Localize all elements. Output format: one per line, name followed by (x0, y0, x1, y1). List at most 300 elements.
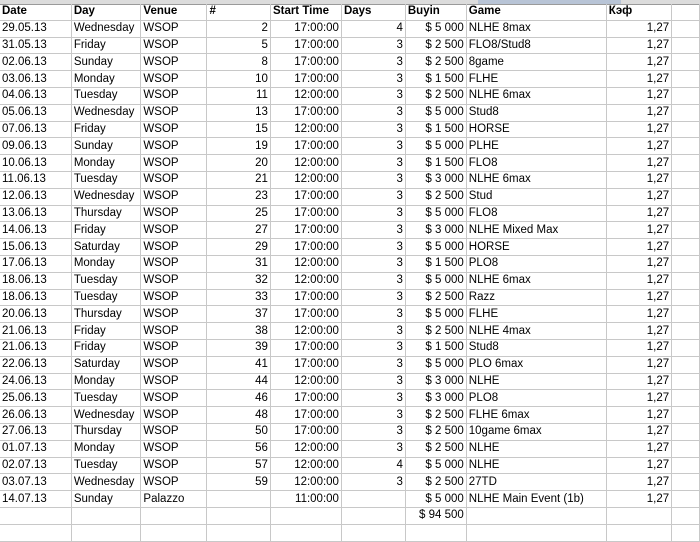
venue-cell[interactable]: WSOP (141, 255, 207, 272)
days-cell[interactable]: 3 (341, 289, 405, 306)
venue-cell[interactable]: Palazzo (141, 491, 207, 508)
buyin-cell[interactable]: $ 2 500 (405, 54, 466, 71)
date-cell[interactable]: 03.06.13 (0, 71, 71, 88)
days-cell[interactable]: 3 (341, 474, 405, 491)
empty-cell[interactable] (672, 171, 700, 188)
venue-cell[interactable]: WSOP (141, 138, 207, 155)
start-time-cell[interactable]: 17:00:00 (270, 71, 341, 88)
start-time-cell[interactable]: 17:00:00 (270, 423, 341, 440)
start-time-cell[interactable]: 17:00:00 (270, 339, 341, 356)
start-time-cell[interactable]: 12:00:00 (270, 440, 341, 457)
koef-cell[interactable]: 1,27 (606, 306, 671, 323)
venue-cell[interactable]: WSOP (141, 155, 207, 172)
number-cell[interactable]: 50 (207, 423, 271, 440)
empty-cell[interactable] (672, 339, 700, 356)
buyin-cell[interactable]: $ 5 000 (405, 356, 466, 373)
date-cell[interactable]: 29.05.13 (0, 20, 71, 37)
header-game[interactable]: Game (466, 4, 606, 20)
koef-cell[interactable]: 1,27 (606, 390, 671, 407)
empty-cell[interactable] (672, 188, 700, 205)
start-time-cell[interactable]: 11:00:00 (270, 491, 341, 508)
venue-cell[interactable]: WSOP (141, 272, 207, 289)
empty-cell[interactable] (672, 323, 700, 340)
empty-cell[interactable] (207, 524, 271, 541)
game-cell[interactable]: Stud8 (466, 104, 606, 121)
game-cell[interactable]: PLO 6max (466, 356, 606, 373)
day-cell[interactable]: Tuesday (71, 457, 141, 474)
days-cell[interactable] (341, 491, 405, 508)
empty-cell[interactable] (672, 491, 700, 508)
days-cell[interactable]: 4 (341, 457, 405, 474)
venue-cell[interactable]: WSOP (141, 373, 207, 390)
game-cell[interactable]: NLHE (466, 440, 606, 457)
date-cell[interactable]: 18.06.13 (0, 272, 71, 289)
buyin-cell[interactable]: $ 1 500 (405, 121, 466, 138)
game-cell[interactable]: FLO8 (466, 155, 606, 172)
empty-cell[interactable] (672, 222, 700, 239)
koef-cell[interactable]: 1,27 (606, 20, 671, 37)
empty-cell[interactable] (466, 524, 606, 541)
days-cell[interactable]: 3 (341, 373, 405, 390)
day-cell[interactable]: Sunday (71, 138, 141, 155)
koef-cell[interactable]: 1,27 (606, 188, 671, 205)
total-buyin-cell[interactable]: $ 94 500 (405, 507, 466, 524)
start-time-cell[interactable]: 17:00:00 (270, 37, 341, 54)
game-cell[interactable]: 10game 6max (466, 423, 606, 440)
start-time-cell[interactable]: 17:00:00 (270, 138, 341, 155)
buyin-cell[interactable]: $ 3 000 (405, 171, 466, 188)
number-cell[interactable]: 38 (207, 323, 271, 340)
game-cell[interactable]: FLHE (466, 306, 606, 323)
empty-cell[interactable] (466, 507, 606, 524)
day-cell[interactable]: Wednesday (71, 407, 141, 424)
koef-cell[interactable]: 1,27 (606, 272, 671, 289)
day-cell[interactable]: Monday (71, 71, 141, 88)
koef-cell[interactable]: 1,27 (606, 423, 671, 440)
date-cell[interactable]: 21.06.13 (0, 323, 71, 340)
empty-cell[interactable] (672, 373, 700, 390)
venue-cell[interactable]: WSOP (141, 423, 207, 440)
number-cell[interactable]: 2 (207, 20, 271, 37)
number-cell[interactable]: 32 (207, 272, 271, 289)
empty-cell[interactable] (0, 524, 71, 541)
buyin-cell[interactable]: $ 3 000 (405, 390, 466, 407)
buyin-cell[interactable]: $ 2 500 (405, 37, 466, 54)
buyin-cell[interactable]: $ 5 000 (405, 272, 466, 289)
date-cell[interactable]: 13.06.13 (0, 205, 71, 222)
date-cell[interactable]: 01.07.13 (0, 440, 71, 457)
date-cell[interactable]: 15.06.13 (0, 239, 71, 256)
empty-cell[interactable] (341, 507, 405, 524)
days-cell[interactable]: 3 (341, 272, 405, 289)
day-cell[interactable]: Sunday (71, 54, 141, 71)
koef-cell[interactable]: 1,27 (606, 104, 671, 121)
header-days[interactable]: Days (341, 4, 405, 20)
game-cell[interactable]: NLHE 4max (466, 323, 606, 340)
venue-cell[interactable]: WSOP (141, 71, 207, 88)
game-cell[interactable]: NLHE 6max (466, 171, 606, 188)
koef-cell[interactable]: 1,27 (606, 87, 671, 104)
empty-cell[interactable] (672, 524, 700, 541)
empty-cell[interactable] (672, 20, 700, 37)
days-cell[interactable]: 3 (341, 339, 405, 356)
buyin-cell[interactable]: $ 2 500 (405, 474, 466, 491)
day-cell[interactable]: Tuesday (71, 272, 141, 289)
days-cell[interactable]: 3 (341, 155, 405, 172)
number-cell[interactable]: 56 (207, 440, 271, 457)
number-cell[interactable]: 37 (207, 306, 271, 323)
empty-cell[interactable] (207, 507, 271, 524)
day-cell[interactable]: Monday (71, 440, 141, 457)
start-time-cell[interactable]: 17:00:00 (270, 20, 341, 37)
day-cell[interactable]: Tuesday (71, 87, 141, 104)
empty-cell[interactable] (672, 121, 700, 138)
buyin-cell[interactable]: $ 5 000 (405, 239, 466, 256)
empty-cell[interactable] (71, 507, 141, 524)
day-cell[interactable]: Wednesday (71, 188, 141, 205)
venue-cell[interactable]: WSOP (141, 104, 207, 121)
buyin-cell[interactable]: $ 5 000 (405, 104, 466, 121)
header-buyin[interactable]: Buyin (405, 4, 466, 20)
date-cell[interactable]: 10.06.13 (0, 155, 71, 172)
game-cell[interactable]: FLHE (466, 71, 606, 88)
game-cell[interactable]: NLHE 6max (466, 272, 606, 289)
start-time-cell[interactable]: 17:00:00 (270, 54, 341, 71)
days-cell[interactable]: 3 (341, 104, 405, 121)
days-cell[interactable]: 3 (341, 121, 405, 138)
empty-cell[interactable] (672, 138, 700, 155)
days-cell[interactable]: 4 (341, 20, 405, 37)
buyin-cell[interactable]: $ 5 000 (405, 205, 466, 222)
buyin-cell[interactable]: $ 5 000 (405, 306, 466, 323)
days-cell[interactable]: 3 (341, 205, 405, 222)
days-cell[interactable]: 3 (341, 222, 405, 239)
number-cell[interactable]: 25 (207, 205, 271, 222)
koef-cell[interactable]: 1,27 (606, 138, 671, 155)
empty-cell[interactable] (672, 239, 700, 256)
buyin-cell[interactable]: $ 3 000 (405, 222, 466, 239)
days-cell[interactable]: 3 (341, 87, 405, 104)
venue-cell[interactable]: WSOP (141, 205, 207, 222)
date-cell[interactable]: 14.07.13 (0, 491, 71, 508)
start-time-cell[interactable]: 12:00:00 (270, 474, 341, 491)
day-cell[interactable]: Friday (71, 37, 141, 54)
date-cell[interactable]: 25.06.13 (0, 390, 71, 407)
start-time-cell[interactable]: 17:00:00 (270, 104, 341, 121)
koef-cell[interactable]: 1,27 (606, 222, 671, 239)
days-cell[interactable]: 3 (341, 71, 405, 88)
koef-cell[interactable]: 1,27 (606, 255, 671, 272)
start-time-cell[interactable]: 17:00:00 (270, 289, 341, 306)
date-cell[interactable]: 20.06.13 (0, 306, 71, 323)
venue-cell[interactable]: WSOP (141, 339, 207, 356)
empty-cell[interactable] (270, 524, 341, 541)
start-time-cell[interactable]: 17:00:00 (270, 390, 341, 407)
header-koef[interactable]: Кэф (606, 4, 671, 20)
koef-cell[interactable]: 1,27 (606, 440, 671, 457)
venue-cell[interactable]: WSOP (141, 306, 207, 323)
number-cell[interactable]: 19 (207, 138, 271, 155)
date-cell[interactable]: 04.06.13 (0, 87, 71, 104)
days-cell[interactable]: 3 (341, 407, 405, 424)
number-cell[interactable]: 5 (207, 37, 271, 54)
number-cell[interactable]: 33 (207, 289, 271, 306)
empty-cell[interactable] (672, 255, 700, 272)
koef-cell[interactable]: 1,27 (606, 474, 671, 491)
venue-cell[interactable]: WSOP (141, 390, 207, 407)
start-time-cell[interactable]: 12:00:00 (270, 457, 341, 474)
header-day[interactable]: Day (71, 4, 141, 20)
date-cell[interactable]: 05.06.13 (0, 104, 71, 121)
number-cell[interactable]: 8 (207, 54, 271, 71)
empty-cell[interactable] (270, 507, 341, 524)
day-cell[interactable]: Saturday (71, 356, 141, 373)
koef-cell[interactable]: 1,27 (606, 54, 671, 71)
koef-cell[interactable]: 1,27 (606, 491, 671, 508)
number-cell[interactable]: 15 (207, 121, 271, 138)
empty-cell[interactable] (141, 507, 207, 524)
koef-cell[interactable]: 1,27 (606, 155, 671, 172)
day-cell[interactable]: Tuesday (71, 171, 141, 188)
game-cell[interactable]: FLO8/Stud8 (466, 37, 606, 54)
empty-cell[interactable] (341, 524, 405, 541)
start-time-cell[interactable]: 17:00:00 (270, 222, 341, 239)
days-cell[interactable]: 3 (341, 54, 405, 71)
venue-cell[interactable]: WSOP (141, 474, 207, 491)
day-cell[interactable]: Friday (71, 222, 141, 239)
koef-cell[interactable]: 1,27 (606, 121, 671, 138)
buyin-cell[interactable]: $ 3 000 (405, 373, 466, 390)
buyin-cell[interactable]: $ 5 000 (405, 138, 466, 155)
empty-cell[interactable] (672, 272, 700, 289)
game-cell[interactable]: NLHE Mixed Max (466, 222, 606, 239)
start-time-cell[interactable]: 17:00:00 (270, 306, 341, 323)
day-cell[interactable]: Friday (71, 121, 141, 138)
start-time-cell[interactable]: 12:00:00 (270, 121, 341, 138)
empty-cell[interactable] (672, 37, 700, 54)
empty-cell[interactable] (672, 289, 700, 306)
date-cell[interactable]: 22.06.13 (0, 356, 71, 373)
date-cell[interactable]: 09.06.13 (0, 138, 71, 155)
game-cell[interactable]: PLO8 (466, 390, 606, 407)
game-cell[interactable]: HORSE (466, 239, 606, 256)
koef-cell[interactable]: 1,27 (606, 289, 671, 306)
day-cell[interactable]: Monday (71, 255, 141, 272)
days-cell[interactable]: 3 (341, 255, 405, 272)
number-cell[interactable]: 20 (207, 155, 271, 172)
number-cell[interactable]: 11 (207, 87, 271, 104)
empty-cell[interactable] (672, 104, 700, 121)
day-cell[interactable]: Wednesday (71, 20, 141, 37)
koef-cell[interactable]: 1,27 (606, 356, 671, 373)
game-cell[interactable]: NLHE (466, 373, 606, 390)
game-cell[interactable]: 27TD (466, 474, 606, 491)
day-cell[interactable]: Tuesday (71, 289, 141, 306)
venue-cell[interactable]: WSOP (141, 457, 207, 474)
number-cell[interactable]: 29 (207, 239, 271, 256)
buyin-cell[interactable]: $ 5 000 (405, 457, 466, 474)
empty-cell[interactable] (672, 155, 700, 172)
koef-cell[interactable]: 1,27 (606, 71, 671, 88)
day-cell[interactable]: Thursday (71, 205, 141, 222)
number-cell[interactable]: 13 (207, 104, 271, 121)
number-cell[interactable]: 39 (207, 339, 271, 356)
buyin-cell[interactable]: $ 2 500 (405, 423, 466, 440)
game-cell[interactable]: NLHE 8max (466, 20, 606, 37)
day-cell[interactable]: Thursday (71, 423, 141, 440)
venue-cell[interactable]: WSOP (141, 440, 207, 457)
venue-cell[interactable]: WSOP (141, 37, 207, 54)
date-cell[interactable]: 26.06.13 (0, 407, 71, 424)
date-cell[interactable]: 02.06.13 (0, 54, 71, 71)
empty-cell[interactable] (672, 423, 700, 440)
day-cell[interactable]: Friday (71, 339, 141, 356)
date-cell[interactable]: 18.06.13 (0, 289, 71, 306)
buyin-cell[interactable]: $ 1 500 (405, 155, 466, 172)
number-cell[interactable]: 48 (207, 407, 271, 424)
empty-cell[interactable] (672, 54, 700, 71)
empty-cell[interactable] (672, 507, 700, 524)
game-cell[interactable]: PLHE (466, 138, 606, 155)
venue-cell[interactable]: WSOP (141, 20, 207, 37)
buyin-cell[interactable]: $ 2 500 (405, 440, 466, 457)
header-start-time[interactable]: Start Time (270, 4, 341, 20)
day-cell[interactable]: Monday (71, 155, 141, 172)
days-cell[interactable]: 3 (341, 138, 405, 155)
days-cell[interactable]: 3 (341, 323, 405, 340)
date-cell[interactable]: 14.06.13 (0, 222, 71, 239)
start-time-cell[interactable]: 17:00:00 (270, 407, 341, 424)
start-time-cell[interactable]: 12:00:00 (270, 255, 341, 272)
game-cell[interactable]: HORSE (466, 121, 606, 138)
day-cell[interactable]: Wednesday (71, 474, 141, 491)
buyin-cell[interactable]: $ 2 500 (405, 188, 466, 205)
date-cell[interactable]: 11.06.13 (0, 171, 71, 188)
koef-cell[interactable]: 1,27 (606, 37, 671, 54)
game-cell[interactable]: NLHE 6max (466, 87, 606, 104)
number-cell[interactable]: 23 (207, 188, 271, 205)
venue-cell[interactable]: WSOP (141, 188, 207, 205)
days-cell[interactable]: 3 (341, 171, 405, 188)
date-cell[interactable]: 12.06.13 (0, 188, 71, 205)
koef-cell[interactable]: 1,27 (606, 239, 671, 256)
venue-cell[interactable]: WSOP (141, 54, 207, 71)
empty-cell[interactable] (606, 507, 671, 524)
days-cell[interactable]: 3 (341, 306, 405, 323)
empty-cell[interactable] (0, 507, 71, 524)
date-cell[interactable]: 07.06.13 (0, 121, 71, 138)
start-time-cell[interactable]: 12:00:00 (270, 373, 341, 390)
start-time-cell[interactable]: 12:00:00 (270, 155, 341, 172)
empty-cell[interactable] (672, 407, 700, 424)
header-date[interactable]: Date (0, 4, 71, 20)
empty-cell[interactable] (672, 474, 700, 491)
koef-cell[interactable]: 1,27 (606, 323, 671, 340)
date-cell[interactable]: 17.06.13 (0, 255, 71, 272)
days-cell[interactable]: 3 (341, 440, 405, 457)
number-cell[interactable]: 21 (207, 171, 271, 188)
day-cell[interactable]: Tuesday (71, 390, 141, 407)
day-cell[interactable]: Friday (71, 323, 141, 340)
game-cell[interactable]: Stud (466, 188, 606, 205)
koef-cell[interactable]: 1,27 (606, 457, 671, 474)
empty-cell[interactable] (672, 390, 700, 407)
buyin-cell[interactable]: $ 5 000 (405, 491, 466, 508)
days-cell[interactable]: 3 (341, 188, 405, 205)
date-cell[interactable]: 02.07.13 (0, 457, 71, 474)
number-cell[interactable]: 57 (207, 457, 271, 474)
game-cell[interactable]: FLHE 6max (466, 407, 606, 424)
date-cell[interactable]: 03.07.13 (0, 474, 71, 491)
venue-cell[interactable]: WSOP (141, 289, 207, 306)
number-cell[interactable]: 31 (207, 255, 271, 272)
date-cell[interactable]: 31.05.13 (0, 37, 71, 54)
day-cell[interactable]: Saturday (71, 239, 141, 256)
buyin-cell[interactable]: $ 1 500 (405, 339, 466, 356)
koef-cell[interactable]: 1,27 (606, 339, 671, 356)
venue-cell[interactable]: WSOP (141, 323, 207, 340)
days-cell[interactable]: 3 (341, 390, 405, 407)
buyin-cell[interactable]: $ 2 500 (405, 323, 466, 340)
buyin-cell[interactable]: $ 2 500 (405, 87, 466, 104)
date-cell[interactable]: 24.06.13 (0, 373, 71, 390)
empty-cell[interactable] (606, 524, 671, 541)
game-cell[interactable]: Stud8 (466, 339, 606, 356)
number-cell[interactable]: 10 (207, 71, 271, 88)
game-cell[interactable]: PLO8 (466, 255, 606, 272)
start-time-cell[interactable]: 12:00:00 (270, 87, 341, 104)
empty-cell[interactable] (672, 205, 700, 222)
venue-cell[interactable]: WSOP (141, 407, 207, 424)
venue-cell[interactable]: WSOP (141, 222, 207, 239)
venue-cell[interactable]: WSOP (141, 171, 207, 188)
days-cell[interactable]: 3 (341, 423, 405, 440)
venue-cell[interactable]: WSOP (141, 87, 207, 104)
game-cell[interactable]: FLO8 (466, 205, 606, 222)
header-number[interactable]: # (207, 4, 271, 20)
number-cell[interactable]: 44 (207, 373, 271, 390)
empty-cell[interactable] (672, 440, 700, 457)
koef-cell[interactable]: 1,27 (606, 407, 671, 424)
number-cell[interactable]: 27 (207, 222, 271, 239)
number-cell[interactable]: 46 (207, 390, 271, 407)
empty-cell[interactable] (672, 71, 700, 88)
number-cell[interactable]: 41 (207, 356, 271, 373)
start-time-cell[interactable]: 12:00:00 (270, 272, 341, 289)
game-cell[interactable]: NLHE (466, 457, 606, 474)
date-cell[interactable]: 27.06.13 (0, 423, 71, 440)
buyin-cell[interactable]: $ 2 500 (405, 289, 466, 306)
empty-cell[interactable] (672, 356, 700, 373)
koef-cell[interactable]: 1,27 (606, 171, 671, 188)
buyin-cell[interactable]: $ 5 000 (405, 20, 466, 37)
start-time-cell[interactable]: 17:00:00 (270, 356, 341, 373)
buyin-cell[interactable]: $ 1 500 (405, 71, 466, 88)
buyin-cell[interactable]: $ 1 500 (405, 255, 466, 272)
number-cell[interactable] (207, 491, 271, 508)
empty-cell[interactable] (672, 306, 700, 323)
start-time-cell[interactable]: 17:00:00 (270, 188, 341, 205)
venue-cell[interactable]: WSOP (141, 239, 207, 256)
start-time-cell[interactable]: 12:00:00 (270, 171, 341, 188)
empty-cell[interactable] (672, 4, 700, 20)
day-cell[interactable]: Sunday (71, 491, 141, 508)
empty-cell[interactable] (672, 457, 700, 474)
empty-cell[interactable] (672, 87, 700, 104)
days-cell[interactable]: 3 (341, 239, 405, 256)
koef-cell[interactable]: 1,27 (606, 205, 671, 222)
game-cell[interactable]: 8game (466, 54, 606, 71)
